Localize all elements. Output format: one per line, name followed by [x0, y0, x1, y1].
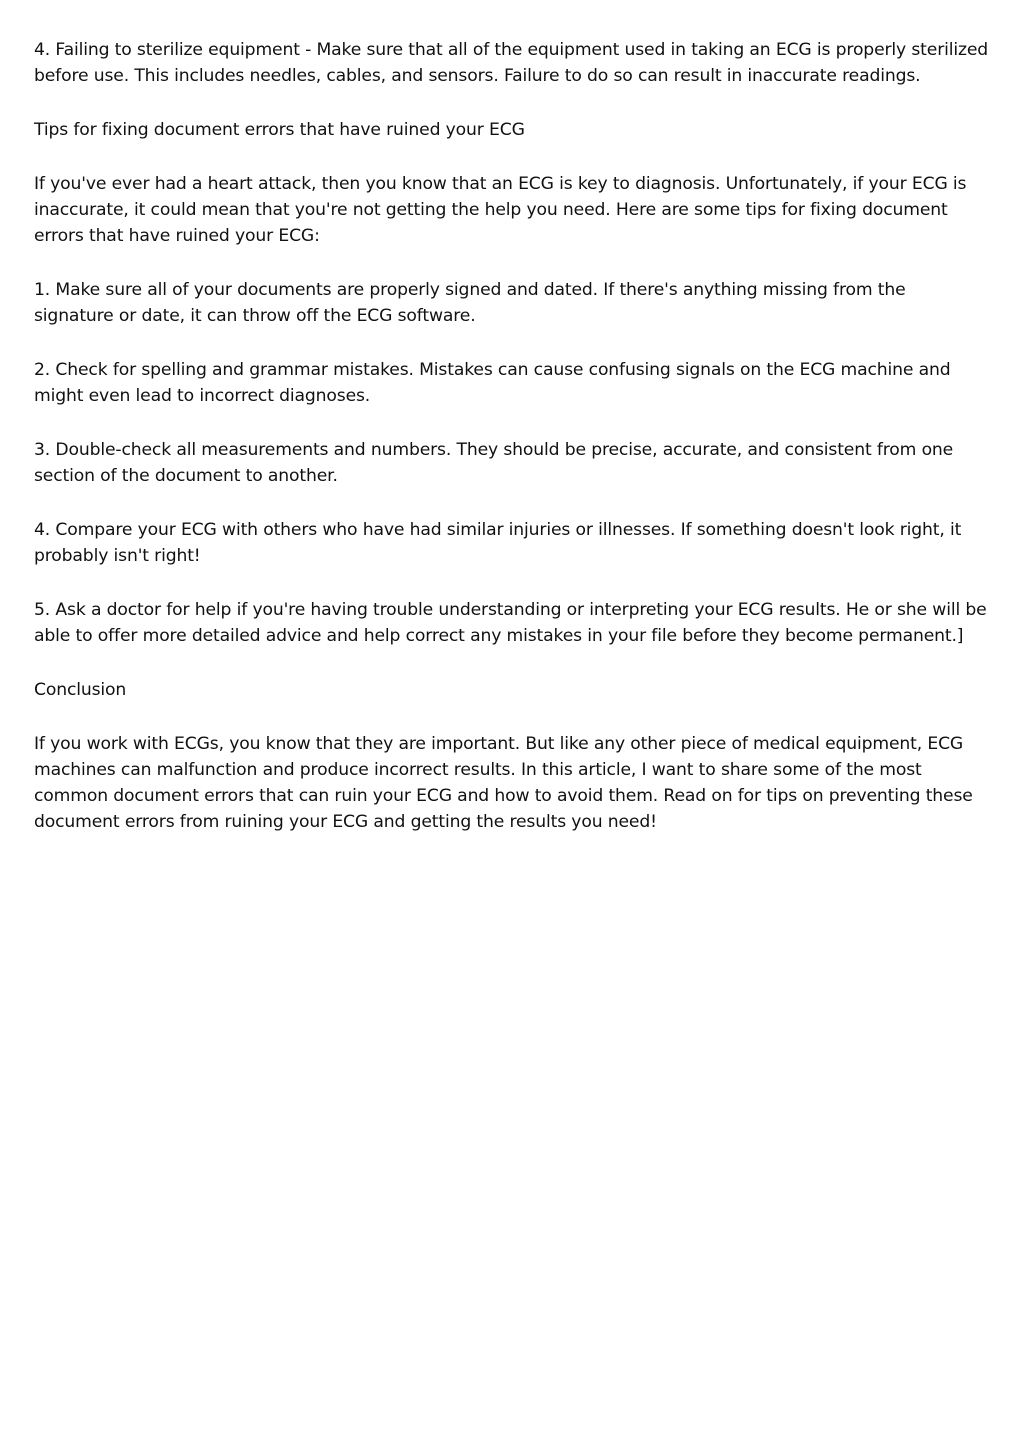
section-heading-tips: Tips for fixing document errors that have ruined your ECG [34, 120, 525, 140]
tip-item-1: 1. Make sure all of your documents are properly signed and dated. If there's anything missing from the signature or date, it can throw off the ECG software. [34, 280, 906, 326]
section-heading-conclusion: Conclusion [34, 680, 127, 700]
paragraph-conclusion: If you work with ECGs, you know that they are important. But like any other piece of medical equipment, ECG machines can malfunction and produce incorrect results. In this article, I want to share some of the most common document errors that can ruin your ECG and how to avoid them. Read on for tips on preventing these document errors from ruining your ECG and getting the results you need! [34, 734, 973, 832]
tip-item-2: 2. Check for spelling and grammar mistakes. Mistakes can cause confusing signals on the ECG machine and might even lead to incorrect diagnoses. [34, 360, 951, 406]
paragraph-tips-intro: If you've ever had a heart attack, then you know that an ECG is key to diagnosis. Unfortunately, if your ECG is inaccurate, it could mean that you're not getting the help you need. Here are some tips for fixing document errors that have ruined your ECG: [34, 174, 967, 246]
document-body [34, 37, 990, 863]
tip-item-4: 4. Compare your ECG with others who have had similar injuries or illnesses. If something doesn't look right, it probably isn't right! [34, 520, 962, 566]
tip-item-5: 5. Ask a doctor for help if you're having trouble understanding or interpreting your ECG results. He or she will be able to offer more detailed advice and help correct any mistakes in your file before they become permanent.] [34, 600, 987, 646]
tip-item-3: 3. Double-check all measurements and numbers. They should be precise, accurate, and consistent from one section of the document to another. [34, 440, 954, 486]
paragraph-sterilize-equipment: 4. Failing to sterilize equipment - Make sure that all of the equipment used in taking an ECG is properly sterilized before use. This includes needles, cables, and sensors. Failure to do so can result in inaccurate readings. [34, 40, 989, 86]
